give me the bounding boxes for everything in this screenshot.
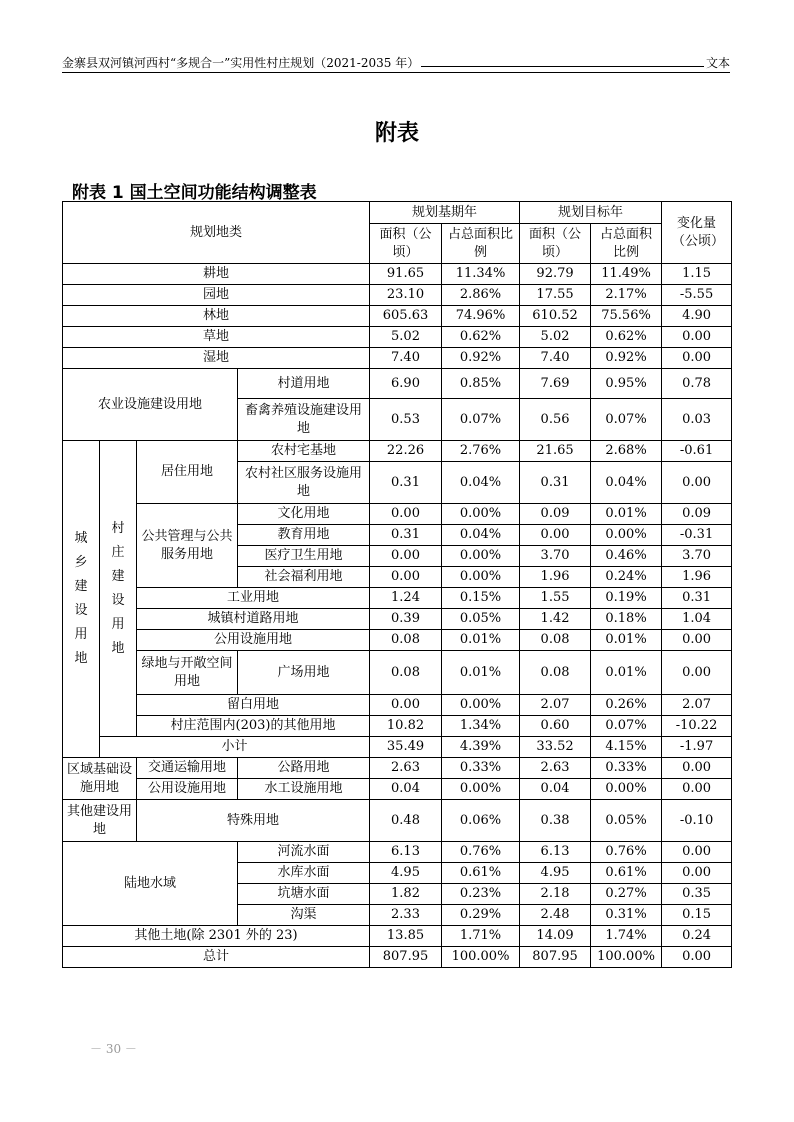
- cell: 0.00: [662, 630, 732, 651]
- table-row: [63, 306, 732, 327]
- cell: 0.00: [662, 863, 732, 884]
- cell: -0.31: [662, 525, 732, 546]
- cell: -0.10: [662, 800, 732, 842]
- table-row: [63, 348, 732, 369]
- cell: 0.00: [662, 327, 732, 348]
- header-right: 文本: [705, 56, 730, 70]
- cell: 0.04%: [442, 525, 520, 546]
- row-label: 草地: [63, 327, 370, 348]
- cell: 6.13: [370, 842, 442, 863]
- table-row: [63, 369, 732, 399]
- cell: 2.07: [662, 695, 732, 716]
- cell: 0.06%: [442, 800, 520, 842]
- cell: 0.61%: [442, 863, 520, 884]
- cell: 5.02: [520, 327, 591, 348]
- header-left: 金寨县双河镇河西村“多规合一”实用性村庄规划（2021-2035 年）: [62, 56, 420, 70]
- cell: 0.07%: [442, 399, 520, 441]
- cell: 0.60: [520, 716, 591, 737]
- group-residential: 居住用地: [137, 441, 238, 504]
- table-row: [63, 695, 732, 716]
- cell: 5.02: [370, 327, 442, 348]
- table-row: [63, 800, 732, 842]
- row-label: 其他土地(除 2301 外的 23): [63, 926, 370, 947]
- land-use-table: [62, 201, 732, 968]
- cell: 0.62%: [591, 327, 662, 348]
- cell: 2.86%: [442, 285, 520, 306]
- cell: 1.74%: [591, 926, 662, 947]
- cell: 0.05%: [591, 800, 662, 842]
- group-public-service: 公共管理与公共服务用地: [137, 504, 238, 588]
- cell: 0.95%: [591, 369, 662, 399]
- cell: 0.00%: [442, 567, 520, 588]
- cell: 0.00%: [442, 779, 520, 800]
- header-ratio: 占总面积比例: [591, 224, 662, 264]
- row-label: 畜禽养殖设施建设用地: [238, 399, 370, 441]
- cell: 0.31: [370, 462, 442, 504]
- cell: 2.07: [520, 695, 591, 716]
- cell: 0.29%: [442, 905, 520, 926]
- cell: 0.01%: [442, 630, 520, 651]
- cell: 0.01%: [442, 651, 520, 695]
- row-label: 水工设施用地: [238, 779, 370, 800]
- cell: 0.08: [520, 630, 591, 651]
- row-label: 林地: [63, 306, 370, 327]
- cell: 0.78: [662, 369, 732, 399]
- table-title: 附表 1 国土空间功能结构调整表: [72, 183, 317, 203]
- group-green-open: 绿地与开敞空间用地: [137, 651, 238, 695]
- table-row: [63, 588, 732, 609]
- cell: 4.95: [370, 863, 442, 884]
- cell: 0.62%: [442, 327, 520, 348]
- cell: 0.56: [520, 399, 591, 441]
- cell: 0.00: [662, 651, 732, 695]
- row-label: 小计: [100, 737, 370, 758]
- cell: 4.39%: [442, 737, 520, 758]
- cell: 0.18%: [591, 609, 662, 630]
- cell: 0.27%: [591, 884, 662, 905]
- cell: 0.00: [370, 567, 442, 588]
- row-label: 沟渠: [238, 905, 370, 926]
- cell: 92.79: [520, 264, 591, 285]
- cell: 0.07%: [591, 716, 662, 737]
- row-label: 广场用地: [238, 651, 370, 695]
- header-dashes: [421, 66, 704, 67]
- row-label: 村道用地: [238, 369, 370, 399]
- row-label: 耕地: [63, 264, 370, 285]
- cell: 22.26: [370, 441, 442, 462]
- cell: 0.04: [520, 779, 591, 800]
- cell: 75.56%: [591, 306, 662, 327]
- cell: 1.82: [370, 884, 442, 905]
- cell: 0.33%: [591, 758, 662, 779]
- cell: 0.46%: [591, 546, 662, 567]
- cell: 0.00%: [591, 525, 662, 546]
- cell: 0.00: [662, 779, 732, 800]
- header-target-year: 规划目标年: [520, 202, 662, 224]
- cell: 0.00: [662, 462, 732, 504]
- cell: 1.96: [520, 567, 591, 588]
- running-header: [62, 54, 730, 71]
- cell: 0.76%: [442, 842, 520, 863]
- cell: 6.13: [520, 842, 591, 863]
- cell: 0.15: [662, 905, 732, 926]
- row-label: 工业用地: [137, 588, 370, 609]
- cell: -10.22: [662, 716, 732, 737]
- row-label: 城镇村道路用地: [137, 609, 370, 630]
- cell: 1.42: [520, 609, 591, 630]
- cell: 0.23%: [442, 884, 520, 905]
- row-label: 教育用地: [238, 525, 370, 546]
- table-row: [63, 737, 732, 758]
- cell: 807.95: [520, 947, 591, 968]
- cell: 33.52: [520, 737, 591, 758]
- table-row: [63, 716, 732, 737]
- cell: 0.00%: [442, 546, 520, 567]
- row-label: 湿地: [63, 348, 370, 369]
- row-label: 水库水面: [238, 863, 370, 884]
- cell: 74.96%: [442, 306, 520, 327]
- group-urban-rural-label: 城 乡 建 设 用 地: [74, 531, 88, 666]
- cell: 1.71%: [442, 926, 520, 947]
- cell: 0.00: [370, 504, 442, 525]
- row-label: 总计: [63, 947, 370, 968]
- cell: 1.24: [370, 588, 442, 609]
- table-row: [63, 779, 732, 800]
- cell: 0.00%: [591, 779, 662, 800]
- cell: 807.95: [370, 947, 442, 968]
- cell: -0.61: [662, 441, 732, 462]
- cell: 0.09: [520, 504, 591, 525]
- cell: 3.70: [662, 546, 732, 567]
- cell: 14.09: [520, 926, 591, 947]
- table-row: [63, 630, 732, 651]
- row-label: 园地: [63, 285, 370, 306]
- cell: 0.00: [662, 842, 732, 863]
- cell: 2.76%: [442, 441, 520, 462]
- cell: 7.69: [520, 369, 591, 399]
- table-row: [63, 327, 732, 348]
- cell: 0.08: [520, 651, 591, 695]
- cell: 11.49%: [591, 264, 662, 285]
- cell: 0.00: [662, 348, 732, 369]
- table-row: [63, 264, 732, 285]
- cell: 2.63: [370, 758, 442, 779]
- cell: 0.00: [370, 546, 442, 567]
- header-area: 面积（公顷）: [520, 224, 591, 264]
- table-row: [63, 842, 732, 863]
- cell: 0.24: [662, 926, 732, 947]
- cell: 0.92%: [591, 348, 662, 369]
- cell: 17.55: [520, 285, 591, 306]
- cell: 2.48: [520, 905, 591, 926]
- cell: 1.96: [662, 567, 732, 588]
- cell: -5.55: [662, 285, 732, 306]
- cell: 0.07%: [591, 399, 662, 441]
- cell: 0.35: [662, 884, 732, 905]
- cell: 100.00%: [442, 947, 520, 968]
- cell: 2.17%: [591, 285, 662, 306]
- cell: 35.49: [370, 737, 442, 758]
- cell: 0.53: [370, 399, 442, 441]
- page-title: 附表: [374, 121, 419, 146]
- cell: 21.65: [520, 441, 591, 462]
- cell: 0.09: [662, 504, 732, 525]
- cell: 91.65: [370, 264, 442, 285]
- cell: 0.00%: [442, 695, 520, 716]
- row-label: 医疗卫生用地: [238, 546, 370, 567]
- table-row: [63, 947, 732, 968]
- cell: 100.00%: [591, 947, 662, 968]
- cell: 0.01%: [591, 651, 662, 695]
- row-label: 村庄范围内(203)的其他用地: [137, 716, 370, 737]
- cell: 23.10: [370, 285, 442, 306]
- group-regional-infra: 区域基础设施用地: [63, 758, 137, 800]
- cell: 11.34%: [442, 264, 520, 285]
- cell: 0.04: [370, 779, 442, 800]
- header-base-year: 规划基期年: [370, 202, 520, 224]
- cell: 1.15: [662, 264, 732, 285]
- group-land-water: 陆地水域: [63, 842, 238, 926]
- cell: 7.40: [370, 348, 442, 369]
- group-transport: 交通运输用地: [137, 758, 238, 779]
- table-row: [63, 926, 732, 947]
- cell: 0.24%: [591, 567, 662, 588]
- cell: 0.26%: [591, 695, 662, 716]
- cell: 0.08: [370, 651, 442, 695]
- group-agri-facility: 农业设施建设用地: [63, 369, 238, 441]
- table-row: [63, 651, 732, 695]
- cell: 0.00: [662, 947, 732, 968]
- cell: 0.01%: [591, 504, 662, 525]
- table-row: [63, 504, 732, 525]
- row-label: 留白用地: [137, 695, 370, 716]
- row-label: 文化用地: [238, 504, 370, 525]
- cell: 0.31%: [591, 905, 662, 926]
- cell: 4.90: [662, 306, 732, 327]
- cell: 0.31: [662, 588, 732, 609]
- group-other-construction: 其他建设用地: [63, 800, 137, 842]
- cell: 0.15%: [442, 588, 520, 609]
- cell: 1.55: [520, 588, 591, 609]
- cell: 2.33: [370, 905, 442, 926]
- cell: 0.08: [370, 630, 442, 651]
- cell: 0.04%: [591, 462, 662, 504]
- cell: 0.01%: [591, 630, 662, 651]
- table-row: [63, 758, 732, 779]
- cell: 7.40: [520, 348, 591, 369]
- cell: 0.61%: [591, 863, 662, 884]
- row-label: 坑塘水面: [238, 884, 370, 905]
- page-number: － 30 －: [90, 1042, 137, 1056]
- cell: 2.63: [520, 758, 591, 779]
- cell: 0.39: [370, 609, 442, 630]
- table-row: [63, 441, 732, 462]
- cell: 1.04: [662, 609, 732, 630]
- header-area: 面积（公顷）: [370, 224, 442, 264]
- cell: 0.00: [662, 758, 732, 779]
- group-village: [100, 441, 137, 737]
- row-label: 农村社区服务设施用地: [238, 462, 370, 504]
- row-label: 公路用地: [238, 758, 370, 779]
- cell: 0.31: [520, 462, 591, 504]
- header-change: 变化量（公顷）: [662, 202, 732, 264]
- cell: 6.90: [370, 369, 442, 399]
- cell: 605.63: [370, 306, 442, 327]
- header-ratio: 占总面积比例: [442, 224, 520, 264]
- cell: 10.82: [370, 716, 442, 737]
- group-utilities: 公用设施用地: [137, 779, 238, 800]
- cell: 0.92%: [442, 348, 520, 369]
- cell: -1.97: [662, 737, 732, 758]
- table-row: [63, 285, 732, 306]
- cell: 0.48: [370, 800, 442, 842]
- row-label: 公用设施用地: [137, 630, 370, 651]
- cell: 610.52: [520, 306, 591, 327]
- table-row: [63, 609, 732, 630]
- row-label: 河流水面: [238, 842, 370, 863]
- cell: 0.31: [370, 525, 442, 546]
- cell: 0.38: [520, 800, 591, 842]
- cell: 0.05%: [442, 609, 520, 630]
- cell: 4.95: [520, 863, 591, 884]
- header-category: 规划地类: [63, 202, 370, 264]
- cell: 3.70: [520, 546, 591, 567]
- cell: 13.85: [370, 926, 442, 947]
- cell: 1.34%: [442, 716, 520, 737]
- cell: 0.04%: [442, 462, 520, 504]
- cell: 2.18: [520, 884, 591, 905]
- cell: 0.00: [520, 525, 591, 546]
- row-label: 农村宅基地: [238, 441, 370, 462]
- cell: 0.85%: [442, 369, 520, 399]
- cell: 0.76%: [591, 842, 662, 863]
- cell: 0.33%: [442, 758, 520, 779]
- group-village-label: 村 庄 建 设 用 地: [111, 520, 125, 656]
- cell: 0.00%: [442, 504, 520, 525]
- cell: 0.00: [370, 695, 442, 716]
- row-label: 特殊用地: [137, 800, 370, 842]
- cell: 0.19%: [591, 588, 662, 609]
- cell: 0.03: [662, 399, 732, 441]
- cell: 2.68%: [591, 441, 662, 462]
- row-label: 社会福利用地: [238, 567, 370, 588]
- header-rule: [62, 72, 730, 73]
- group-urban-rural: [63, 441, 100, 758]
- cell: 4.15%: [591, 737, 662, 758]
